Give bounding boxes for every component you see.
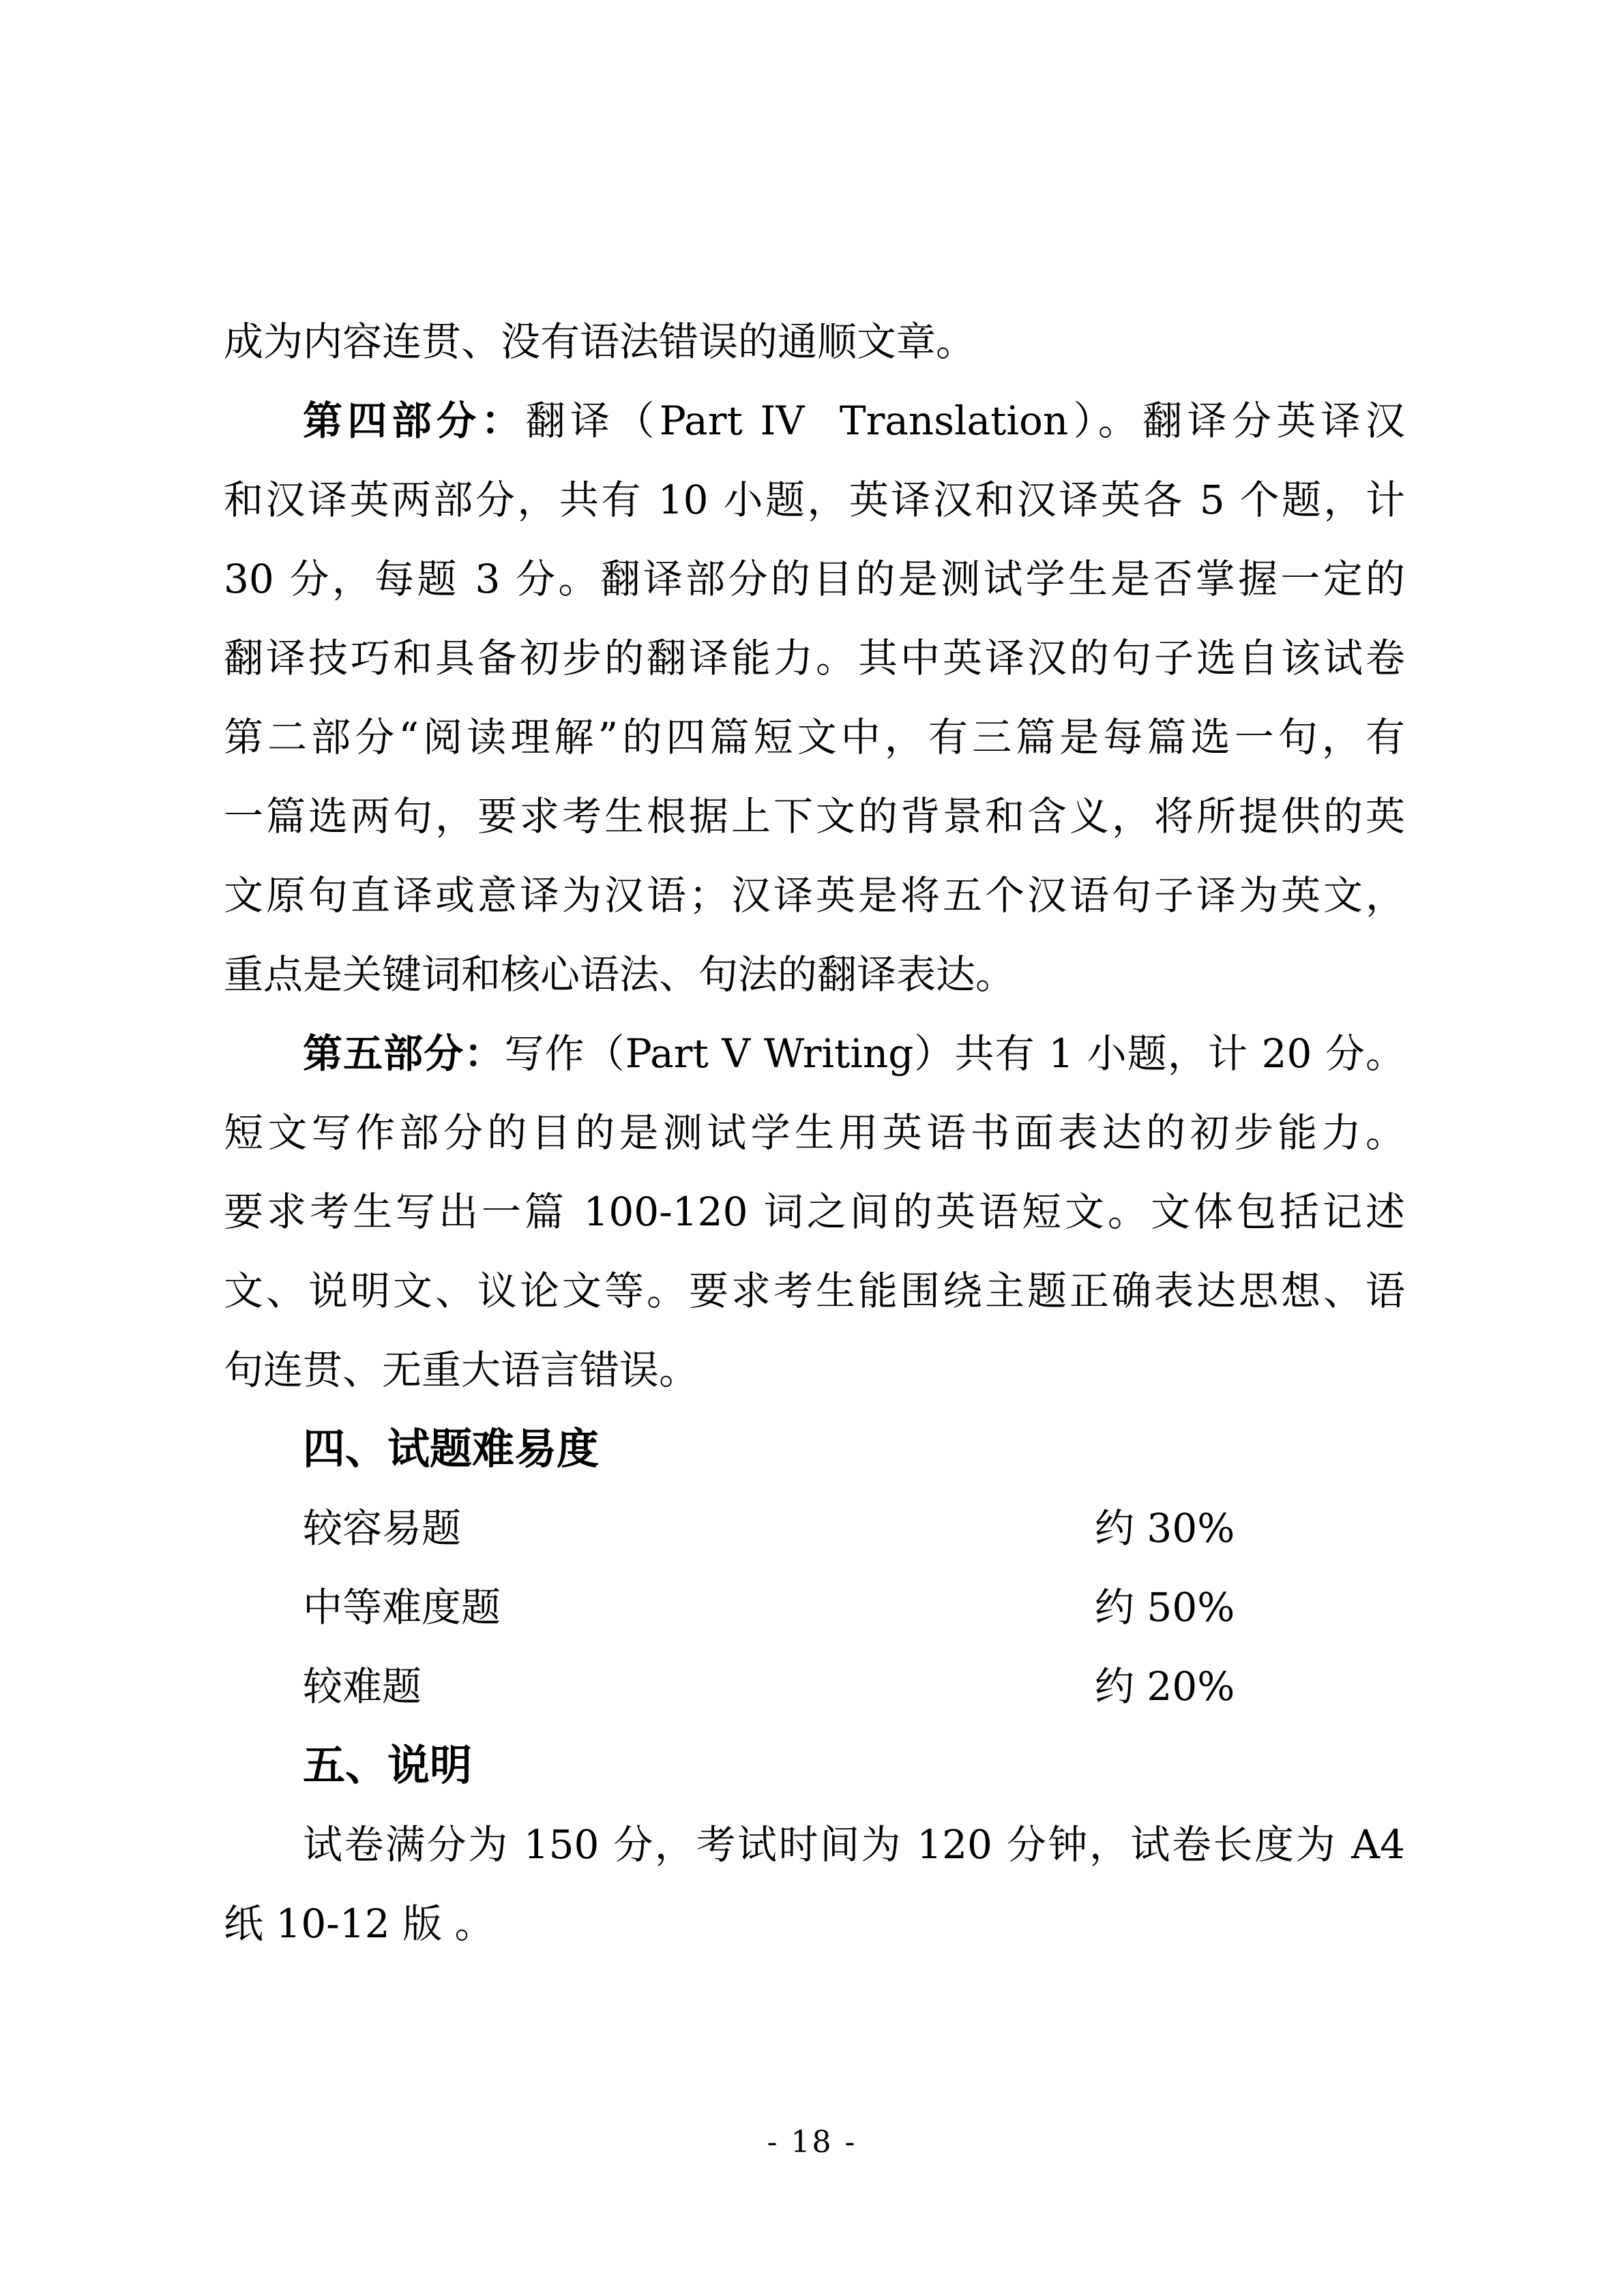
difficulty-label: 较难题 [303, 1663, 422, 1710]
difficulty-row-easy [224, 1489, 1405, 1568]
difficulty-label: 中等难度题 [303, 1584, 501, 1630]
page-number: - 18 - [767, 2125, 857, 2160]
text-line: 第二部分“阅读理解”的四篇短文中，有三篇是每篇选一句，有 [224, 714, 1405, 760]
text-line: 试卷满分为 150 分，考试时间为 120 分钟，试卷长度为 A4 [303, 1821, 1405, 1868]
part5-heading-label: 第五部分： [303, 1030, 505, 1077]
difficulty-row-hard [224, 1647, 1405, 1726]
text-line: 翻译技巧和具备初步的翻译能力。其中英译汉的句子选自该试卷 [224, 635, 1405, 681]
document-body [224, 302, 1405, 1963]
text-line: 句连贯、无重大语言错误。 [224, 1347, 699, 1393]
text-line: 要求考生写出一篇 100-120 词之间的英语短文。文体包括记述 [224, 1189, 1405, 1235]
section-heading-difficulty: 四、试题难易度 [303, 1424, 600, 1474]
part4-heading-line [224, 381, 1405, 460]
text-line: 短文写作部分的目的是测试学生用英语书面表达的初步能力。 [224, 1109, 1405, 1156]
difficulty-value: 约 30% [1095, 1505, 1235, 1551]
text-line: 文、说明文、议论文等。要求考生能围绕主题正确表达思想、语 [224, 1268, 1405, 1314]
text-line: 30 分，每题 3 分。翻译部分的目的是测试学生是否掌握一定的 [224, 556, 1405, 602]
difficulty-row-medium [224, 1568, 1405, 1647]
text-run: 写作（Part V Writing）共有 1 小题，计 20 分。 [504, 1030, 1405, 1077]
part5-heading-line [224, 1014, 1405, 1093]
text-run: 翻译（Part IV Translation）。翻译分英译汉 [525, 398, 1405, 444]
text-line: 成为内容连贯、没有语法错误的通顺文章。 [224, 318, 976, 365]
difficulty-value: 约 50% [1095, 1584, 1235, 1630]
section-heading-notes: 五、说明 [303, 1740, 473, 1790]
difficulty-value: 约 20% [1095, 1663, 1235, 1710]
text-line: 重点是关键词和核心语法、句法的翻译表达。 [224, 951, 1016, 998]
text-line: 和汉译英两部分，共有 10 小题，英译汉和汉译英各 5 个题，计 [224, 477, 1405, 523]
difficulty-label: 较容易题 [303, 1505, 462, 1551]
text-line: 纸 10-12 版 。 [224, 1900, 494, 1947]
text-line: 文原句直译或意译为汉语；汉译英是将五个汉语句子译为英文， [224, 872, 1405, 919]
part4-heading-label: 第四部分： [303, 398, 526, 444]
text-line: 一篇选两句，要求考生根据上下文的背景和含义，将所提供的英 [224, 793, 1405, 839]
